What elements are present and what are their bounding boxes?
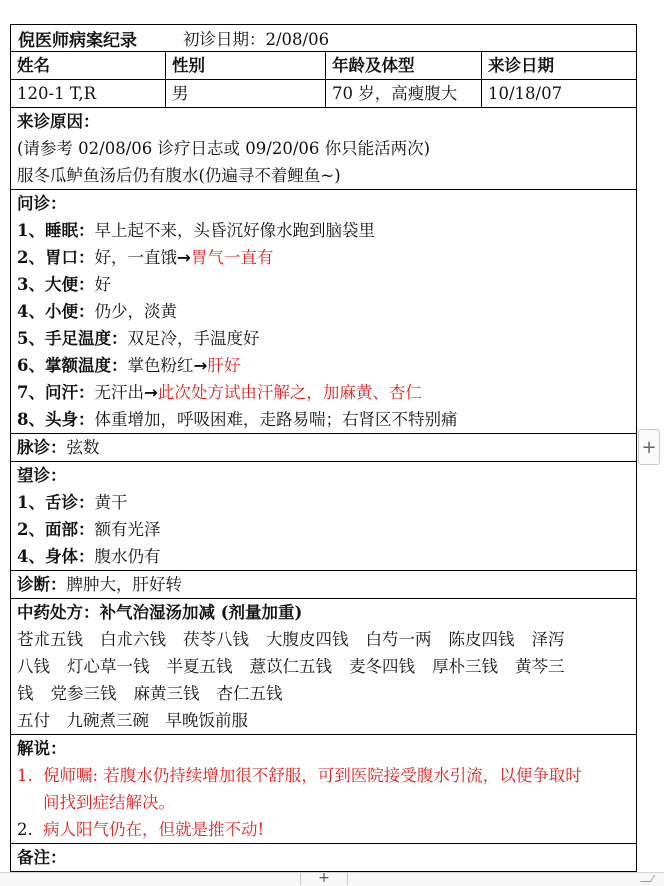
inquiry-item xyxy=(17,325,636,352)
herb-item: 茯苓八钱 xyxy=(183,630,249,649)
inquiry-note: 肝好 xyxy=(207,356,241,375)
patient-values-row xyxy=(11,80,636,108)
pulse-section xyxy=(11,434,636,462)
observe-item xyxy=(17,543,636,570)
herb-item: 麻黄三钱 xyxy=(133,684,200,703)
observe-item xyxy=(17,516,636,543)
pulse-label: 脉诊： xyxy=(17,438,67,457)
herb-item: 黄芩三 xyxy=(515,657,565,676)
case-record-table xyxy=(10,24,637,872)
observe-key: 2、面部： xyxy=(17,520,95,539)
inquiry-item xyxy=(17,298,636,325)
reason-line-2: 服冬瓜鲈鱼汤后仍有腹水(仍遍寻不着鲤鱼~) xyxy=(17,166,341,185)
observe-text: 额有光泽 xyxy=(94,520,161,539)
explanation-number: 2. xyxy=(17,820,33,839)
patient-name: 120-1 T,R xyxy=(17,84,97,103)
inquiry-note: 胃气一直有 xyxy=(190,248,274,267)
inquiry-key: 2、胃口： xyxy=(17,248,95,267)
herb-item: 钱 xyxy=(17,684,34,703)
herb-item: 杏仁五钱 xyxy=(216,684,283,703)
explanation-number: 1. xyxy=(17,766,33,785)
patient-header-row xyxy=(11,52,636,80)
inquiry-key: 8、头身： xyxy=(17,410,95,429)
inquiry-section xyxy=(11,190,636,434)
document-title: 倪医师病案纪录 xyxy=(18,30,137,51)
observe-text: 黄干 xyxy=(94,493,128,512)
inquiry-text: 无汗出 xyxy=(94,383,144,402)
explanation-item xyxy=(17,816,636,843)
inquiry-text: 早上起不来，头昏沉好像水跑到脑袋里 xyxy=(94,221,375,240)
inquiry-note: 此次处方试由汗解之，加麻黄、杏仁 xyxy=(157,383,422,402)
prescription-section xyxy=(11,599,636,735)
visit-date: 10/18/07 xyxy=(481,80,636,107)
herb-item: 灯心草一钱 xyxy=(67,657,150,676)
notes-section xyxy=(11,844,636,872)
arrow-right-icon: → xyxy=(193,356,208,375)
reason-label: 来诊原因： xyxy=(17,112,100,131)
diagnosis-section xyxy=(11,571,636,599)
explanation-label: 解说： xyxy=(17,739,67,758)
observe-item xyxy=(17,489,636,516)
patient-age-build: 70 岁，高瘦腹大 xyxy=(325,80,481,107)
inquiry-text: 好 xyxy=(94,275,111,294)
inquiry-label: 问诊： xyxy=(17,194,67,213)
reason-section xyxy=(11,108,636,190)
herb-item: 半夏五钱 xyxy=(166,657,233,676)
inquiry-item xyxy=(17,352,636,379)
reason-line-1: (请参考 02/08/06 诊疗日志或 09/20/06 你只能活两次) xyxy=(17,139,431,158)
observe-key: 4、身体： xyxy=(17,547,95,566)
visit-date-header: 来诊日期 xyxy=(481,52,636,79)
add-row-button[interactable]: + xyxy=(300,872,348,885)
herb-item: 党参三钱 xyxy=(50,684,117,703)
herb-line-3 xyxy=(17,680,636,707)
herb-item: 白朮六钱 xyxy=(100,630,166,649)
explanation-section xyxy=(11,735,636,844)
observe-section xyxy=(11,462,636,571)
pulse-text: 弦数 xyxy=(66,438,100,457)
arrow-right-icon: → xyxy=(143,383,158,402)
inquiry-text: 掌色粉红 xyxy=(127,356,194,375)
gender-header: 性别 xyxy=(165,52,325,79)
explanation-item xyxy=(17,762,636,816)
inquiry-text: 仍少，淡黄 xyxy=(94,302,177,321)
dosage-instructions: 五付 九碗煮三碗 早晚饭前服 xyxy=(17,711,248,730)
inquiry-text: 双足冷，手温度好 xyxy=(127,329,260,348)
observe-label: 望诊： xyxy=(17,466,67,485)
inquiry-item xyxy=(17,244,636,271)
diagnosis-label: 诊断： xyxy=(17,575,67,594)
inquiry-item xyxy=(17,217,636,244)
herb-item: 薏苡仁五钱 xyxy=(249,657,332,676)
herb-item: 白芍一两 xyxy=(365,630,432,649)
diagnosis-text: 脾肿大，肝好转 xyxy=(66,575,182,594)
patient-gender: 男 xyxy=(165,80,325,107)
herb-line-1 xyxy=(17,626,636,653)
name-header: 姓名 xyxy=(17,56,50,75)
inquiry-item xyxy=(17,271,636,298)
inquiry-key: 4、小便： xyxy=(17,302,95,321)
observe-key: 1、舌诊： xyxy=(17,493,95,512)
herb-item: 泽泻 xyxy=(531,630,565,649)
first-visit-date: 初诊日期：2/08/06 xyxy=(183,30,330,49)
notes-label: 备注： xyxy=(17,848,67,867)
herb-item: 八钱 xyxy=(17,657,50,676)
inquiry-text: 好，一直饿 xyxy=(94,248,177,267)
prescription-label: 中药处方：补气治湿汤加减 (剂量加重) xyxy=(17,603,303,622)
explanation-text: 间找到症结解决。 xyxy=(43,793,175,812)
herb-item: 陈皮四钱 xyxy=(448,630,515,649)
herb-item: 麦冬四钱 xyxy=(349,657,415,676)
inquiry-key: 5、手足温度： xyxy=(17,329,128,348)
explanation-text: 倪师嘱: 若腹水仍持续增加很不舒服，可到医院接受腹水引流，以便争取时 xyxy=(43,766,582,785)
herb-line-2 xyxy=(17,653,636,680)
herb-item: 苍朮五钱 xyxy=(17,630,83,649)
inquiry-key: 3、大便： xyxy=(17,275,95,294)
inquiry-key: 6、掌额温度： xyxy=(17,356,128,375)
inquiry-item xyxy=(17,406,636,433)
add-column-button[interactable]: + xyxy=(638,429,660,465)
arrow-right-icon: → xyxy=(176,248,191,267)
title-row xyxy=(11,25,636,52)
inquiry-item xyxy=(17,379,636,406)
age-build-header: 年龄及体型 xyxy=(325,52,481,79)
inquiry-text: 体重增加，呼吸困难，走路易喘；右肾区不特别痛 xyxy=(94,410,458,429)
herb-item: 大腹皮四钱 xyxy=(266,630,349,649)
explanation-text: 病人阳气仍在，但就是推不动! xyxy=(43,820,265,839)
observe-text: 腹水仍有 xyxy=(94,547,161,566)
inquiry-key: 7、问汗： xyxy=(17,383,95,402)
inquiry-key: 1、睡眠： xyxy=(17,221,95,240)
herb-item: 厚朴三钱 xyxy=(432,657,498,676)
